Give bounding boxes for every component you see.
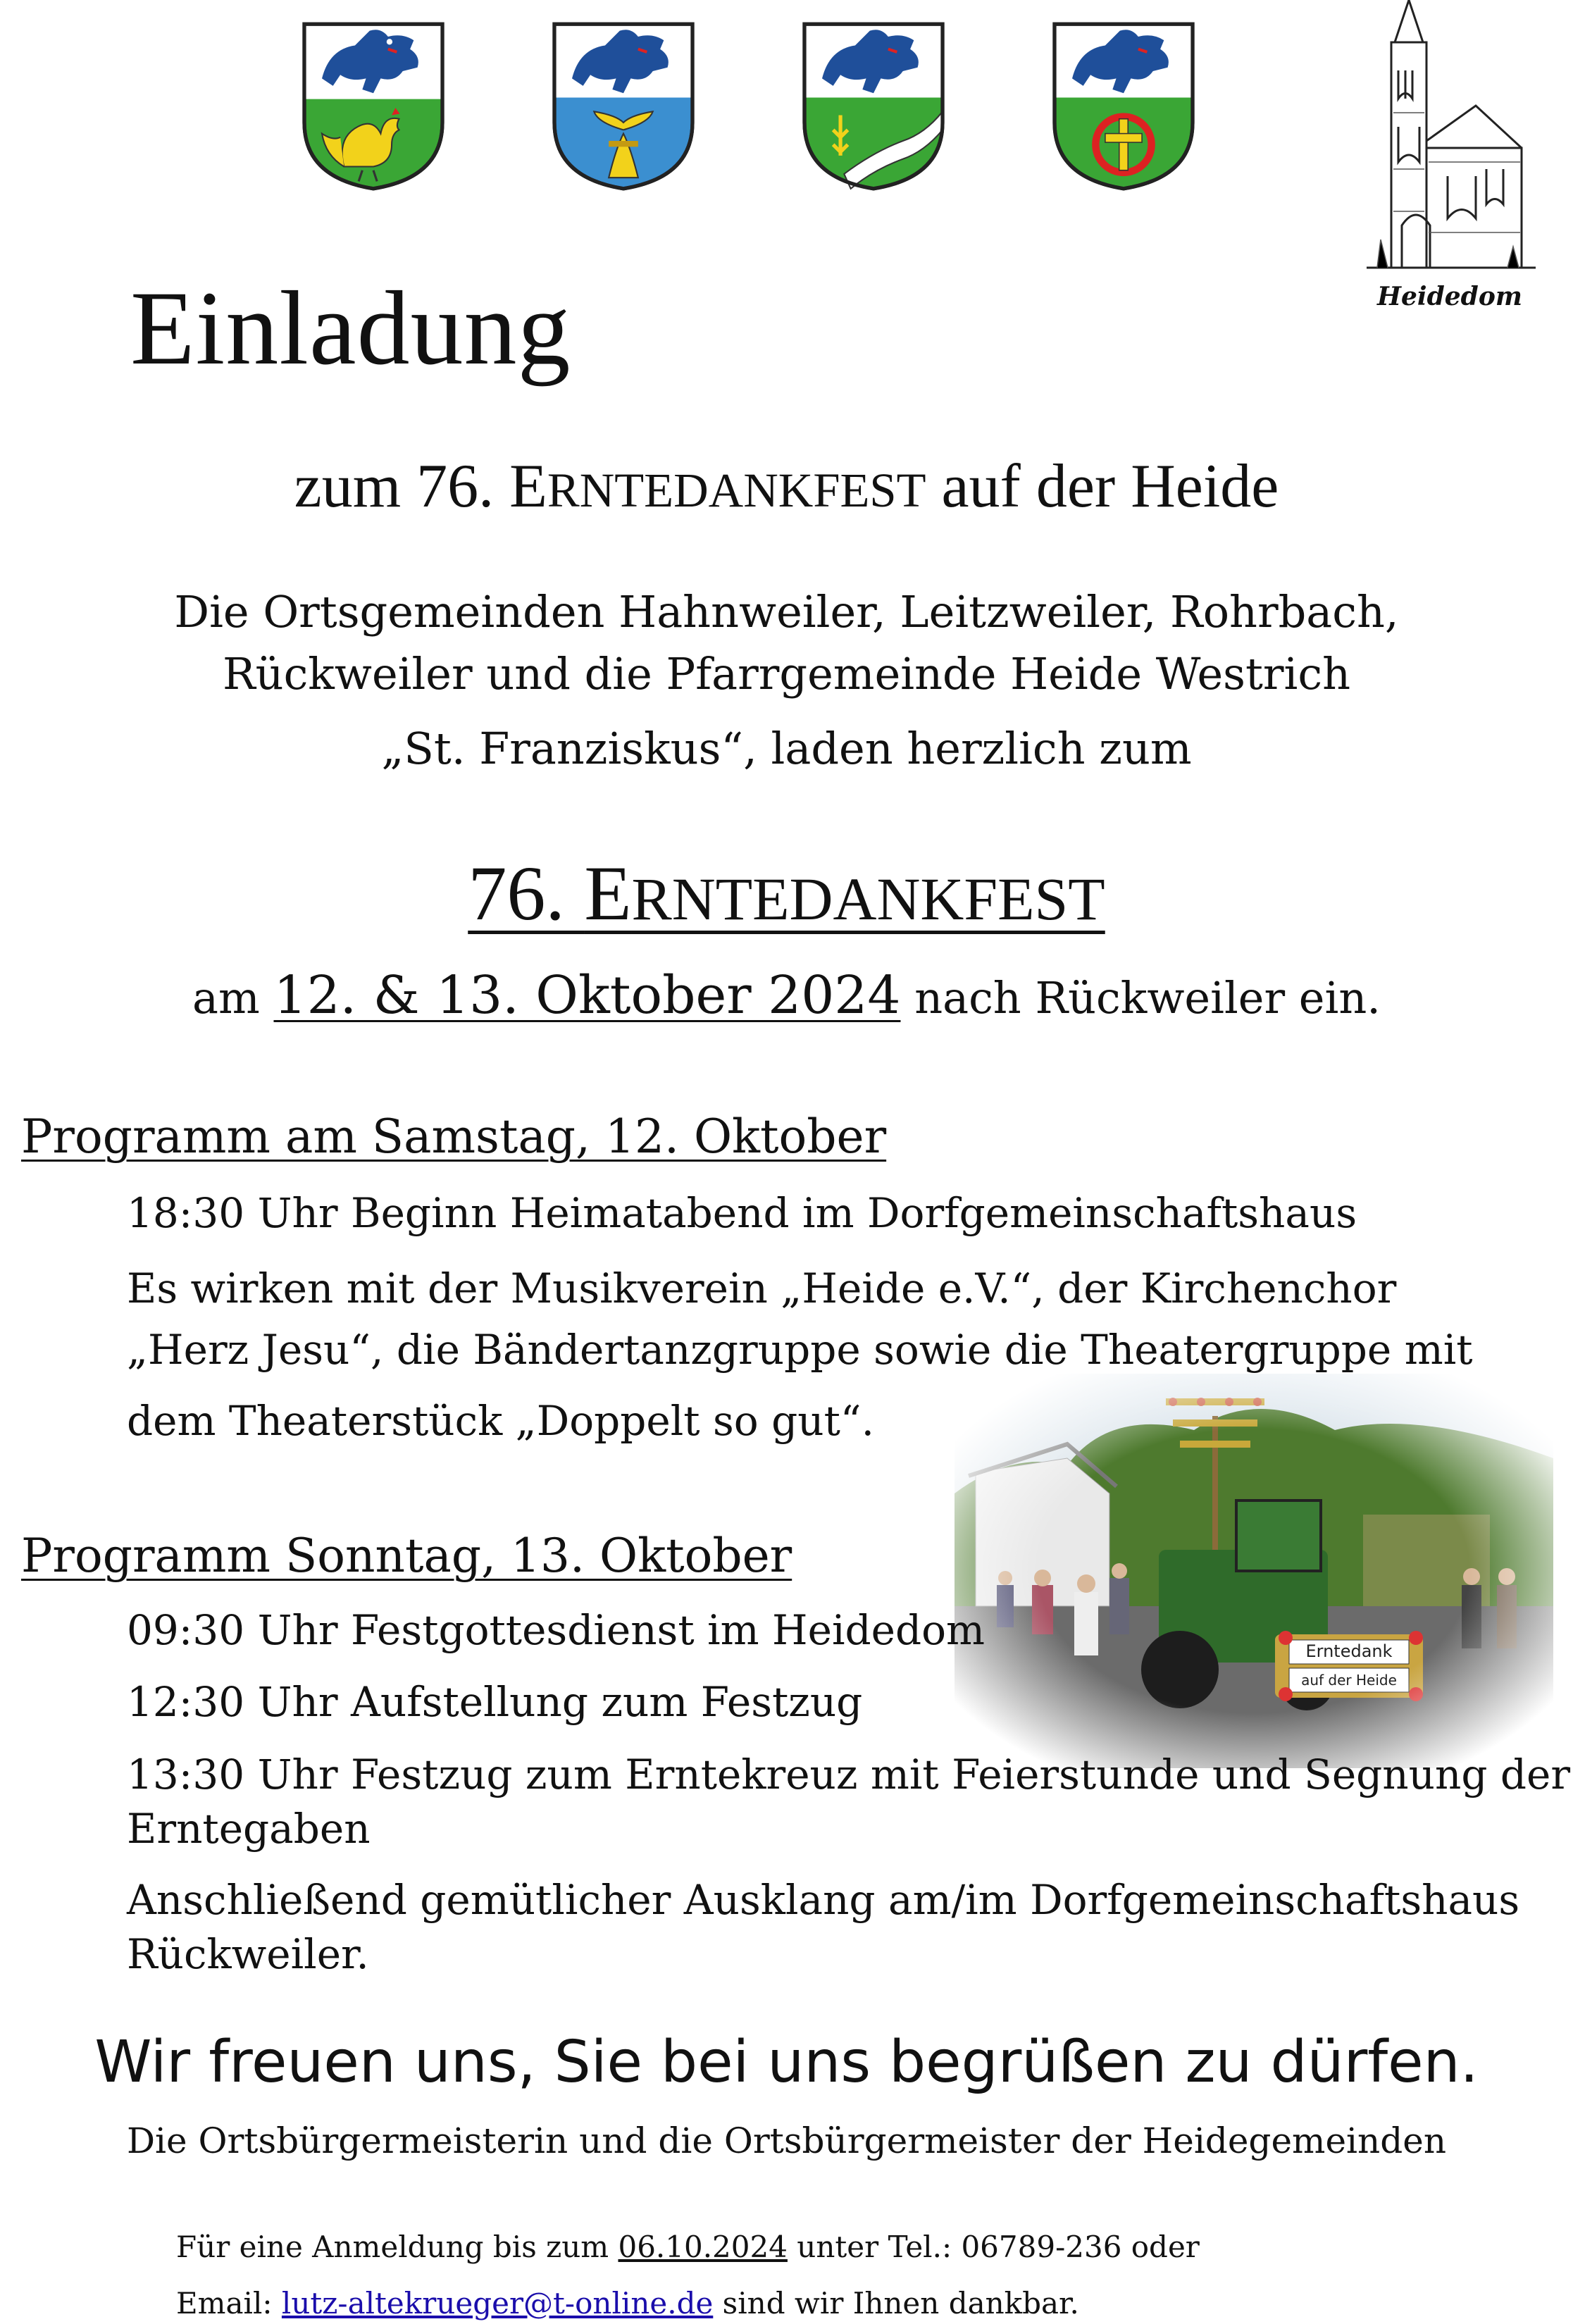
saturday-line: dem Theaterstück „Doppelt so gut“. bbox=[127, 1397, 875, 1445]
sunday-line: 13:30 Uhr Festzug zum Erntekreuz mit Feierstunde und Segnung der bbox=[127, 1751, 1571, 1798]
festival-photo bbox=[955, 1374, 1553, 1768]
closing-message: Wir freuen uns, Sie bei uns begrüßen zu dürfen. bbox=[94, 2029, 1479, 2096]
sunday-line: Rückweiler. bbox=[127, 1930, 369, 1978]
email-line: Email: lutz-altekrueger@t-online.de sind wir Ihnen dankbar. bbox=[176, 2286, 1079, 2320]
church-drawing bbox=[1353, 0, 1536, 282]
registration-deadline: 06.10.2024 bbox=[618, 2230, 788, 2264]
event-date-line: am 12. & 13. Oktober 2024 nach Rückweiler ein. bbox=[192, 965, 1381, 1026]
church-caption: Heidedom bbox=[1377, 282, 1522, 311]
sunday-line: 12:30 Uhr Aufstellung zum Festzug bbox=[127, 1678, 863, 1726]
event-date: 12. & 13. Oktober 2024 bbox=[273, 965, 901, 1026]
saturday-heading: Programm am Samstag, 12. Oktober bbox=[21, 1110, 887, 1164]
rueckweiler-crest bbox=[1050, 20, 1198, 192]
email-link[interactable]: lutz-altekrueger@t-online.de bbox=[281, 2286, 714, 2320]
leitzweiler-crest bbox=[549, 20, 697, 192]
church-icon bbox=[1353, 0, 1536, 282]
registration-line: Für eine Anmeldung bis zum 06.10.2024 unter Tel.: 06789-236 oder bbox=[176, 2230, 1200, 2264]
rohrbach-crest bbox=[800, 20, 947, 192]
hahnweiler-crest bbox=[299, 20, 447, 192]
sunday-line: Anschließend gemütlicher Ausklang am/im Dorfgemeinschaftshaus bbox=[127, 1876, 1520, 1924]
page-title: Einladung bbox=[130, 270, 571, 387]
saturday-line: „Herz Jesu“, die Bändertanzgruppe sowie die Theatergruppe mit bbox=[127, 1326, 1473, 1374]
sunday-line: 09:30 Uhr Festgottesdienst im Heidedom bbox=[127, 1606, 985, 1654]
saturday-line: 18:30 Uhr Beginn Heimatabend im Dorfgemeinschaftshaus bbox=[127, 1189, 1357, 1237]
intro-line-2: Rückweiler und die Pfarrgemeinde Heide Westrich bbox=[222, 648, 1351, 700]
subtitle: zum 76. ERNTEDANKFEST auf der Heide bbox=[294, 452, 1279, 521]
sunday-line: Erntegaben bbox=[127, 1805, 371, 1853]
intro-text bbox=[0, 581, 1573, 780]
sunday-heading: Programm Sonntag, 13. Oktober bbox=[21, 1529, 792, 1583]
saturday-line: Es wirken mit der Musikverein „Heide e.V.“, der Kirchenchor bbox=[127, 1264, 1397, 1312]
signature: Die Ortsbürgermeisterin und die Ortsbürgermeister der Heidegemeinden bbox=[126, 2120, 1447, 2161]
intro-line-3: „St. Franziskus“, laden herzlich zum bbox=[381, 723, 1192, 774]
intro-line-1: Die Ortsgemeinden Hahnweiler, Leitzweiler, Rohrbach, bbox=[174, 586, 1399, 638]
event-headline: 76. ERNTEDANKFEST bbox=[468, 850, 1105, 936]
